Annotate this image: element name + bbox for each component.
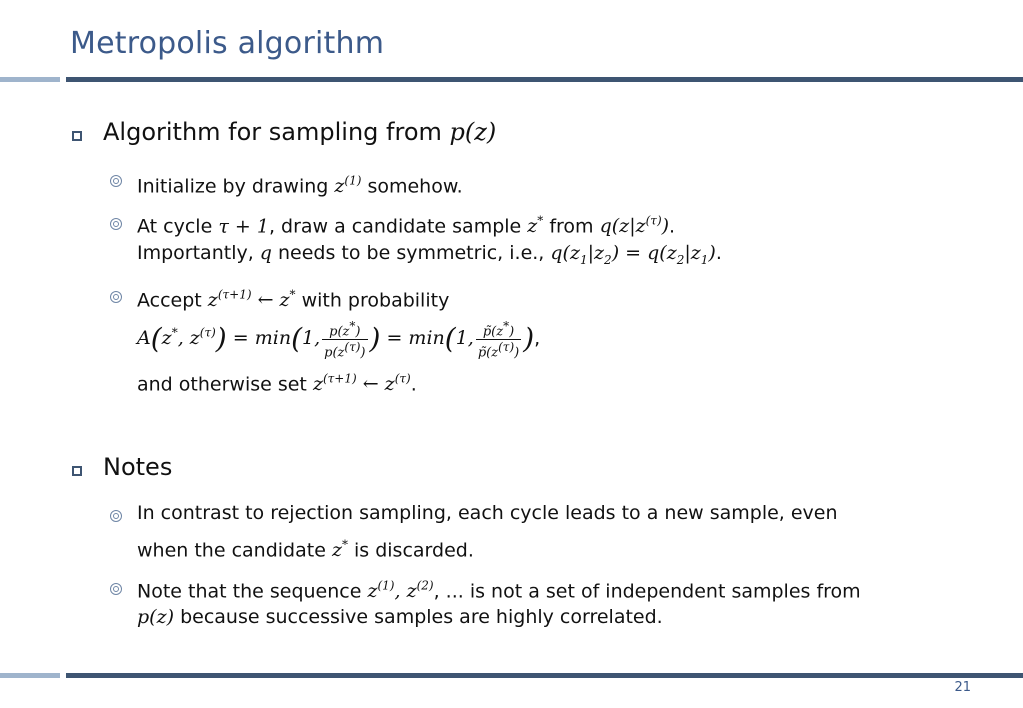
- header-rule-accent: [0, 77, 60, 82]
- item-text: At cycle: [137, 215, 219, 238]
- math-q: q: [259, 242, 272, 264]
- item-text: Importantly,: [137, 242, 260, 264]
- item-text: somehow.: [361, 175, 463, 198]
- item-accept-line1: [137, 280, 449, 315]
- sub-bullet-icon: [110, 510, 122, 522]
- item-text: from: [543, 215, 600, 238]
- math-proposal: $q(z|z^{(\tau)})$: [599, 214, 670, 238]
- math-pz: p(z): [137, 606, 175, 628]
- note-correlation-line2: [137, 602, 663, 632]
- item-accept-line3: and otherwise set $z^{(\tau+1)}$ ← $z^{(\tau)}$.: [137, 372, 417, 396]
- item-text: Accept: [137, 289, 208, 312]
- math-zstar: z*: [527, 214, 544, 238]
- math-tau-plus-1: τ + 1: [218, 215, 269, 238]
- header-rule: [66, 77, 1023, 82]
- item-cycle-line2: Importantly, q needs to be symmetric, i.e., $q(z_1|z_2) = q(z_2|z_1)$.: [137, 242, 722, 267]
- item-text: Initialize by drawing: [137, 175, 335, 198]
- math-reject: $z^{(\tau+1)}$ ← $z^{(\tau)}$: [312, 372, 411, 396]
- sub-bullet-icon: [110, 583, 122, 595]
- item-text: because successive samples are highly correlated.: [174, 606, 663, 628]
- note-rejection-line2: [137, 530, 474, 565]
- math-accept: $z^{(\tau+1)}$ ← z*: [207, 288, 296, 312]
- section-bullet-icon: [72, 466, 82, 476]
- sub-bullet-icon: [110, 291, 122, 303]
- item-text: with probability: [295, 289, 450, 312]
- sub-bullet-icon: [110, 175, 122, 187]
- heading-text: Algorithm for sampling from: [103, 118, 450, 146]
- heading-math: p(z): [449, 118, 497, 146]
- section-heading-algorithm: [103, 118, 496, 146]
- page-number: 21: [954, 680, 971, 695]
- item-cycle-line1: At cycle τ + 1, draw a candidate sample z* from $q(z|z^{(\tau)})$.: [137, 214, 676, 238]
- item-text: , ... is not a set of independent samples from: [433, 580, 861, 603]
- item-text: when the candidate: [137, 539, 332, 562]
- section-bullet-icon: [72, 131, 82, 141]
- item-text: is discarded.: [347, 539, 474, 562]
- slide-title: Metropolis algorithm: [70, 26, 385, 61]
- footer-rule-accent: [0, 673, 60, 678]
- footer-rule: [66, 673, 1023, 678]
- item-initialize: [137, 166, 463, 201]
- math-zstar: z*: [331, 538, 348, 562]
- item-accept-formula: A(z*, $z^{(\tau)}) = \min(1$, $\frac{p(z^*)}{p(z^{(\tau)})}$ ) = min(1, $\frac{p̃(z^*)}{p̃(z^{(\tau)})}$ ),: [137, 318, 541, 361]
- item-text: and otherwise set: [137, 373, 313, 396]
- note-rejection-line1: In contrast to rejection sampling, each cycle leads to a new sample, even: [137, 502, 838, 524]
- math-symmetry: $q(z_1|z_2) = q(z_2|z_1)$: [550, 242, 716, 267]
- math-acceptance-probability: A(z*, $z^{(\tau)}) = \min(1$, $\frac{p(z^*)}{p(z^{(\tau)})}$ ) = min(1, $\frac{p̃(z^*)}{p̃(z^{(\tau)})}$ ): [137, 318, 535, 361]
- sub-bullet-icon: [110, 218, 122, 230]
- math-sequence: $z^{(1)}$, $z^{(2)}$: [367, 579, 434, 603]
- section-heading-notes: Notes: [103, 453, 173, 481]
- item-text: , draw a candidate sample: [268, 215, 528, 238]
- item-text: needs to be symmetric, i.e.,: [271, 242, 551, 264]
- item-text: Note that the sequence: [137, 580, 368, 603]
- math-z1: $z^{(1)}$: [334, 174, 362, 198]
